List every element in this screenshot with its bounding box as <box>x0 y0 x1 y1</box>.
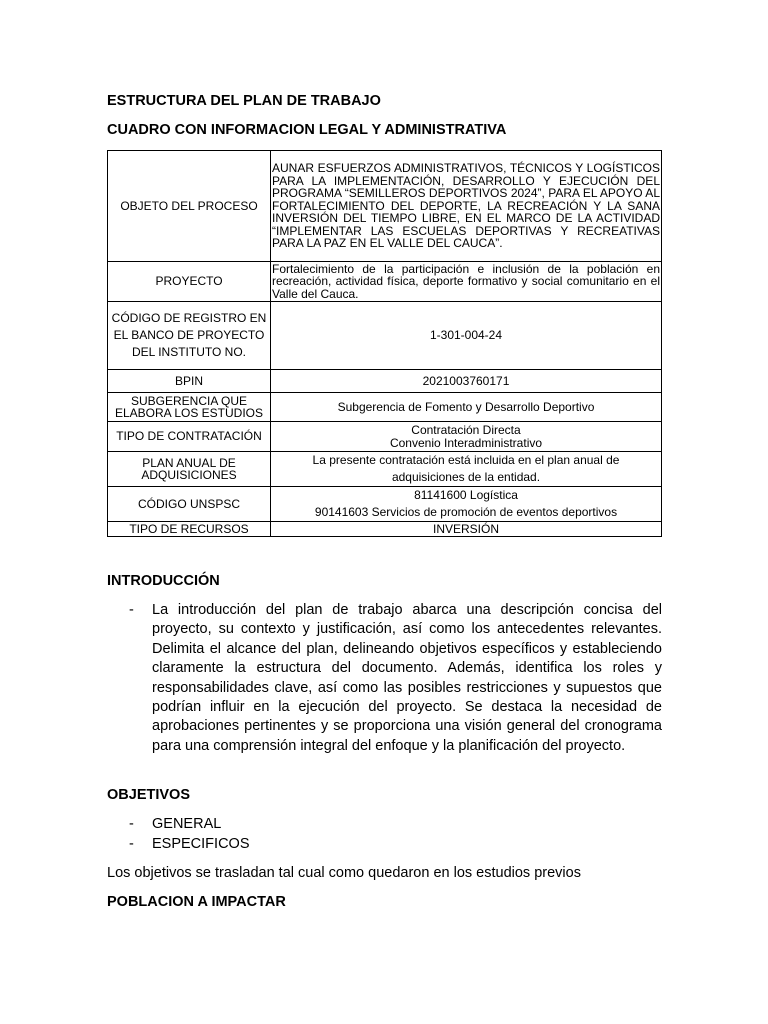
row-value: INVERSIÓN <box>271 522 662 537</box>
row-label: CÓDIGO UNSPSC <box>108 487 271 522</box>
row-value <box>271 487 662 522</box>
objetivos-list <box>107 815 250 854</box>
row-value-line: Contratación Directa <box>411 423 521 437</box>
list-item <box>107 601 662 756</box>
row-value: AUNAR ESFUERZOS ADMINISTRATIVOS, TÉCNICOS Y LOGÍSTICOS PARA LA IMPLEMENTACIÓN, DESARROLLO Y EJECUCIÓN DEL PROGRAMA “SEMILLEROS DEPORTIVOS 2024”, PARA EL APOYO AL FORTALECIMIENTO DEL DEPORTE, LA RECREACIÓN Y LA SANA INVERSIÓN DEL TIEMPO LIBRE, EN EL MARCO DE LA ACTIVIDAD “IMPLEMENTAR LAS ESCUELAS DEPORTIVAS Y RECREATIVAS PARA LA PAZ EN EL VALLE DEL CAUCA”. <box>271 151 662 262</box>
table-row <box>108 393 662 422</box>
row-value: 2021003760171 <box>271 370 662 393</box>
row-value: 1-301-004-24 <box>271 302 662 370</box>
objetivos-heading: OBJETIVOS <box>107 787 190 803</box>
row-label: PLAN ANUAL DE ADQUISICIONES <box>108 452 271 487</box>
dash-bullet: - <box>129 835 134 852</box>
table-row <box>108 422 662 452</box>
dash-bullet: - <box>129 816 134 832</box>
row-value-line: 90141603 Servicios de promoción de eventos deportivos <box>314 505 618 519</box>
legal-admin-table <box>107 150 662 537</box>
introduccion-text: La introducción del plan de trabajo abarca una descripción concisa del proyecto, su contexto y justificación, así como los antecedentes relevantes. Delimita el alcance del plan, delineando objetivos específicos y estableciendo claramente la estructura del documento. Además, identifica los roles y responsabilidades clave, así como las posibles restricciones y supuestos que podrían influir en la ejecución del proyecto. Se destaca la necesidad de aprobaciones pertinentes y se proporciona una visión general del cronograma para una comprensión integral del enfoque y la planificación del proyecto. <box>152 602 662 754</box>
objetivos-note: Los objetivos se trasladan tal cual como quedaron en los estudios previos <box>107 865 581 881</box>
table-row <box>108 370 662 393</box>
row-value: Subgerencia de Fomento y Desarrollo Deportivo <box>271 393 662 422</box>
document-title: ESTRUCTURA DEL PLAN DE TRABAJO <box>107 93 381 109</box>
row-label: TIPO DE CONTRATACIÓN <box>108 422 271 452</box>
row-label-text: CÓDIGO DE REGISTRO EN EL BANCO DE PROYECTO DEL INSTITUTO NO. <box>111 311 267 359</box>
row-value-line: Convenio Interadministrativo <box>389 435 543 450</box>
row-value <box>271 422 662 452</box>
objetivo-item: GENERAL <box>152 816 222 832</box>
introduccion-list <box>107 601 662 756</box>
objetivo-item: ESPECIFICOS <box>152 835 250 852</box>
table-row <box>108 522 662 537</box>
row-label: TIPO DE RECURSOS <box>108 522 271 537</box>
row-label: BPIN <box>108 370 271 393</box>
introduccion-heading: INTRODUCCIÓN <box>107 573 220 589</box>
table-row <box>108 487 662 522</box>
row-value-line: adquisiciones de la entidad. <box>391 470 541 484</box>
table-row <box>108 302 662 370</box>
dash-bullet: - <box>129 602 134 618</box>
row-label <box>108 302 271 370</box>
row-label: SUBGERENCIA QUE ELABORA LOS ESTUDIOS <box>108 393 271 422</box>
row-value: Fortalecimiento de la participación e inclusión de la población en recreación, actividad física, deporte formativo y social comunitario en el Valle del Cauca. <box>272 261 660 301</box>
table-title: CUADRO CON INFORMACION LEGAL Y ADMINISTRATIVA <box>107 122 507 138</box>
table-row <box>108 452 662 487</box>
row-value-line: La presente contratación está incluida en el plan anual de <box>312 453 620 467</box>
list-item <box>107 835 250 855</box>
row-value <box>271 452 662 487</box>
row-value-line: 81141600 Logística <box>414 488 518 502</box>
table-row <box>108 262 662 302</box>
row-label: PROYECTO <box>108 262 271 302</box>
poblacion-heading: POBLACION A IMPACTAR <box>107 894 286 910</box>
table-row <box>108 151 662 262</box>
list-item <box>107 815 250 835</box>
row-label: OBJETO DEL PROCESO <box>108 151 271 262</box>
